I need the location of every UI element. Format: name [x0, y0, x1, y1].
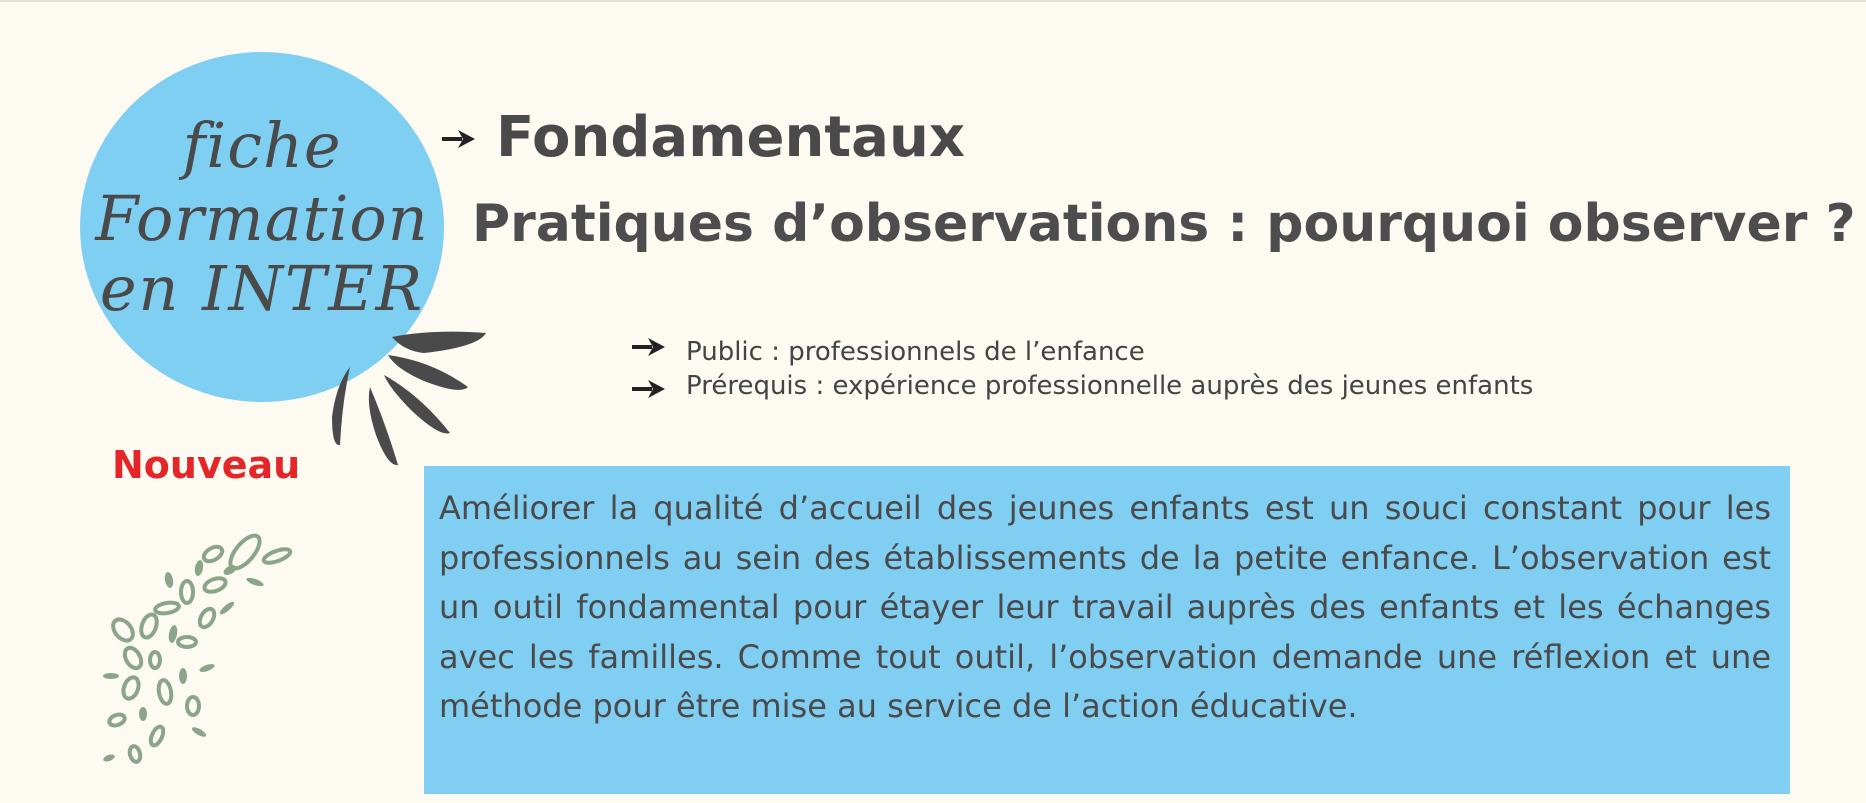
description-text: Améliorer la qualité d’accueil des jeunes enfants est un souci constant pour les professionnels au sein des établissements de la petite enfance. L’observation est un outil fondamental pour étayer leur travail auprès des enfants et les échanges avec les familles. Comme tout outil, l’observation demande une réflexion et une méthode pour être mise au service de l’action éducative. — [439, 489, 1771, 725]
top-rule — [0, 0, 1866, 2]
arrow-right-icon — [632, 336, 666, 358]
arrow-right-icon — [442, 128, 476, 150]
badge-line-inter: en INTER — [99, 252, 425, 325]
leaves-decoration — [95, 530, 315, 770]
badge-line-formation: Formation — [95, 182, 429, 255]
sun-rays-decoration — [320, 325, 500, 475]
page-title: Fondamentaux — [496, 105, 965, 170]
page-subtitle: Pratiques d’observations : pourquoi observer ? — [472, 194, 1856, 254]
description-box — [424, 466, 1790, 794]
info-public: Public : professionnels de l’enfance — [686, 337, 1145, 367]
arrow-right-icon — [632, 378, 666, 400]
info-prerequisites: Prérequis : expérience professionnelle auprès des jeunes enfants — [686, 371, 1534, 401]
badge-line-fiche: fiche — [182, 109, 342, 182]
new-badge: Nouveau — [112, 443, 301, 487]
